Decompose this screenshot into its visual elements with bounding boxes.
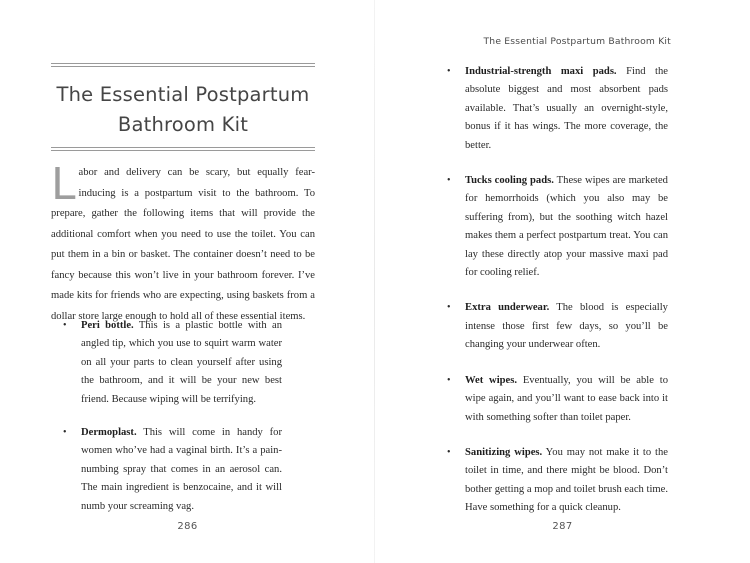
item-term: Dermoplast. xyxy=(81,427,137,439)
list-item xyxy=(63,424,282,516)
bullet-icon: • xyxy=(447,66,451,77)
title-bottom-rule xyxy=(51,147,315,148)
item-term: Peri bottle. xyxy=(81,320,134,331)
item-text: This is a plastic bottle with an angled tip, which you use to squirt warm water on all your parts to clean yourself after using the bathroom, and it will be your new best friend. Because wiping will be terrifying. xyxy=(81,320,282,405)
bullet-icon: • xyxy=(447,374,451,386)
intro-paragraph xyxy=(51,159,315,327)
chapter-title xyxy=(51,80,315,140)
title-line-2: Bathroom Kit xyxy=(117,113,249,136)
item-term: Industrial-strength maxi pads. xyxy=(465,66,617,77)
item-term: Extra underwear. xyxy=(465,302,550,314)
right-page xyxy=(375,0,750,563)
item-term: Tucks cooling pads. xyxy=(465,175,554,187)
item-text: This will come in handy for women who’ve had a vaginal birth. It’s a pain-numbing spray that comes in an aerosol can. The main ingredient is benzocaine, and it will numb your screaming vag. xyxy=(81,427,282,512)
bullet-icon: • xyxy=(63,320,67,331)
item-text: Find the absolute biggest and most absorbent pads available. That’s usually an overnight-style, bonus if it has wings. The more coverage, the better. xyxy=(465,66,669,151)
title-top-rule xyxy=(51,63,315,64)
item-term: Sanitizing wipes. xyxy=(465,446,543,458)
item-text: The blood is especially intense those first few days, so you’ll be changing your underwear often. xyxy=(465,302,668,351)
list-item xyxy=(447,299,668,354)
list-item xyxy=(63,317,282,409)
bullet-icon: • xyxy=(447,175,451,187)
item-text: You may not make it to the toilet in time, and there might be blood. Don’t bother getting a mop and toilet brush each time. Have something for a quick cleanup. xyxy=(465,446,668,514)
bullet-icon: • xyxy=(447,446,451,458)
item-text: Eventually, you will be able to wipe again, and you’ll want to ease back into it with something softer than toilet paper. xyxy=(465,374,668,423)
bullet-icon: • xyxy=(63,427,67,439)
list-item xyxy=(447,63,668,155)
drop-cap: L xyxy=(51,159,76,210)
item-term: Wet wipes. xyxy=(465,374,518,386)
list-item xyxy=(447,372,668,427)
page-number-left: 286 xyxy=(177,521,198,532)
title-line-1: The Essential Postpartum xyxy=(56,83,310,106)
page-number-right: 287 xyxy=(552,521,573,532)
intro-text: abor and delivery can be scary, but equally fear-inducing is a postpartum visit to the bathroom. To prepare, gather the following items that will provide the additional comfort when you need to use the toilet. You can put them in a bin or basket. The container doesn’t need to be fancy because this won’t live in your bathroom forever. I’ve made kits for friends who are expecting, using baskets from a dollar store large enough to hold all of these essential items. xyxy=(51,167,315,322)
running-head: The Essential Postpartum Bathroom Kit xyxy=(483,36,671,47)
left-item-list xyxy=(63,317,282,531)
list-item xyxy=(447,444,668,518)
right-item-list xyxy=(447,63,668,535)
bullet-icon: • xyxy=(447,302,451,314)
item-text: These wipes are marketed for hemorrhoids (which you also may be suffering from), but the soothing witch hazel makes them a perfect postpartum treat. You can lay these directly atop your massive maxi pad for cooling relief. xyxy=(465,175,668,279)
list-item xyxy=(447,172,668,282)
